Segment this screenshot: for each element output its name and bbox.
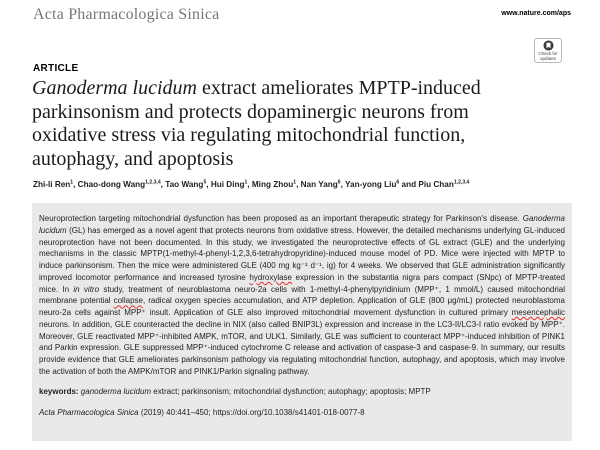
text-segment: Ganoderma lucidum xyxy=(32,77,197,99)
badge-label-line2: updates xyxy=(539,55,556,61)
keywords-species: ganoderma lucidum xyxy=(80,386,152,396)
badge-label-line1: Check for xyxy=(538,51,558,56)
check-for-updates-badge[interactable] xyxy=(534,38,562,63)
text-segment: (GL) has emerged as a novel agent that protects neurons from oxidative stress. However, the detailed mechanisms underlying GL-induced neuroprotection have not been documented. In this study, we investigated the neuroprotective effects of GL extract (GLE) and the underlying mechanisms in the classic MPTP(1-methyl-4-phenyl-1,2,3,6-tetrahydropyridine)-induced mouse model of PD. Mice were injected with MPTP to induce parkinsonism. Then the mice were administered GLE (400 mg kg⁻¹ d⁻¹, ig) for 4 weeks. We observed that GLE administration significantly improved locomotor performance and increased tyrosine xyxy=(39,225,565,282)
text-segment: Zhi-li Ren xyxy=(33,180,71,189)
text-segment: , Chao-dong Wang xyxy=(73,180,146,189)
text-segment: 1,2,3,4 xyxy=(453,179,470,186)
keywords-list: extract; parkinsonism; mitochondrial dysfunction; autophagy; apoptosis; MPTP xyxy=(151,386,431,396)
citation-journal-name: Acta Pharmacologica Sinica xyxy=(39,408,139,418)
text-segment: in vitro xyxy=(73,284,100,294)
keywords-label: keywords: xyxy=(39,386,81,396)
text-segment: , Tao Wang xyxy=(160,180,204,189)
text-segment: 6 xyxy=(396,179,400,186)
text-segment: 1 xyxy=(70,179,74,186)
text-segment: , Yan-yong Liu xyxy=(340,180,397,189)
abstract-text xyxy=(39,213,565,378)
text-segment: Neuroprotection targeting mitochondrial dysfunction has been proposed as an important therapeutic strategy for Parkinson's disease. xyxy=(39,214,523,223)
text-segment: , Nan Yang xyxy=(296,180,338,189)
article-type-label: ARTICLE xyxy=(33,63,79,74)
text-segment: extract ameliorates MPTP-induced parkinsonism and protects dopaminergic neurons from oxidative stress via regulating mitochondrial function, autophagy, and apoptosis xyxy=(32,77,481,170)
text-segment: study, treatment of neuroblastoma neuro-2a cells with 1-methyl-4-phenylpyridinium (MPP⁺, 1 mmol/L) caused mitochondrial membrane potential xyxy=(39,284,566,306)
text-segment: , Hui Ding xyxy=(206,180,245,189)
text-segment: 1,2,3,4 xyxy=(145,179,161,186)
doi-link[interactable]: https://doi.org/10.1038/s41401-018-0077-8 xyxy=(212,408,365,418)
text-segment: 6 xyxy=(337,179,341,186)
text-segment: collapse xyxy=(113,296,143,306)
text-segment: hydroxylase xyxy=(249,272,292,282)
text-segment: neurons. In addition, GLE counteracted the decline in NIX (also called BNIP3L) expression and increase in the LC3-II/LC3-I ratio evoked by MPP⁺. Moreover, GLE reactivated MPP⁺-inhibited AMPK, mTOR, and ULK1. Similarly, GLE was sufficient to counteract MPP⁺-induced inhibition of PINK1 and Parkin expression. GLE suppressed MPP⁺-induced cytochrome C release and activation of caspase-3 and caspase-9. In summary, our results provide evidence that GLE ameliorates parkinsonism pathology via regulating mitochondrial function, autophagy, and apoptosis, which may involve the activation of both the AMPK/mTOR and PINK1/Parkin signaling pathway. xyxy=(39,319,565,376)
text-segment: 1 xyxy=(293,179,297,186)
text-segment: mesencephalic xyxy=(511,308,565,317)
text-segment: , radical oxygen species accumulation, and ATP depletion. Application of GLE (800 μg/mL) protected neuroblastoma neuro-2a cells against MPP⁺ insult. Application of GLE also improved mitochondrial movement dysfunction in cultured primary xyxy=(39,296,565,317)
citation-line xyxy=(39,407,565,419)
abstract-box xyxy=(32,203,572,441)
keywords-line xyxy=(39,386,565,398)
journal-masthead: Acta Pharmacologica Sinica xyxy=(33,6,220,23)
authors-line xyxy=(33,180,573,189)
text-segment: and Piu Chan xyxy=(399,180,454,189)
text-segment: , Ming Zhou xyxy=(247,180,294,189)
citation-volume-pages: (2019) 40:441–450; xyxy=(138,408,213,418)
paper-title xyxy=(32,77,494,171)
text-segment: Ganoderma lucidum xyxy=(39,214,565,235)
text-segment: 1 xyxy=(244,179,248,186)
text-segment: expression in the substantia nigra pars compact (SNpc) of MPTP-treated mice. In xyxy=(39,272,565,294)
text-segment: 5 xyxy=(203,179,207,186)
journal-website-link[interactable]: www.nature.com/aps xyxy=(501,10,571,17)
